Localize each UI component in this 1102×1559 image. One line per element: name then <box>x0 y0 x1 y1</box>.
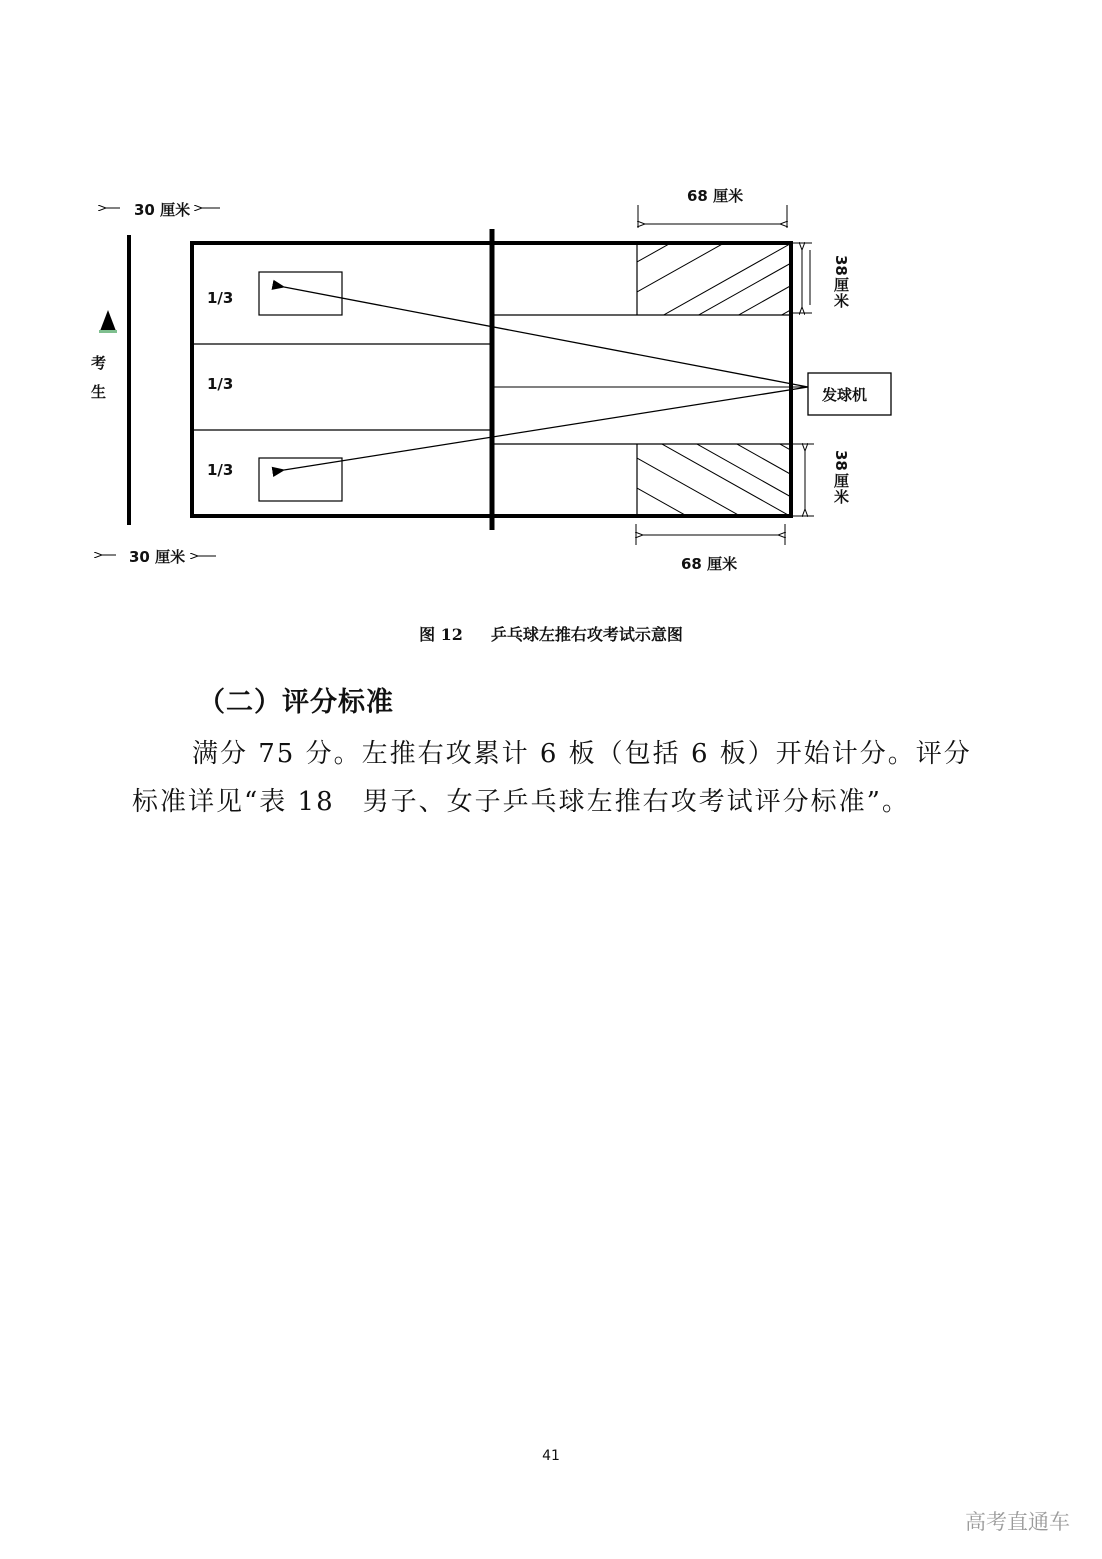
ball-path-right <box>284 387 808 470</box>
zone-width-bottom-text: 68 厘米 <box>681 555 738 573</box>
width-label-bottom-text: 30 厘米 <box>129 548 186 566</box>
zone-height-bottom-num: 38 <box>832 450 850 471</box>
zone-width-top-text: 68 厘米 <box>687 187 744 205</box>
zone-height-top-unit: 米 <box>834 292 850 310</box>
section-heading: （二）评分标准 <box>198 687 394 718</box>
figure-number: 图 12 <box>419 625 463 644</box>
zone-width-bottom <box>636 524 785 573</box>
third-label: 1/3 <box>207 461 234 479</box>
student-marker-icon <box>100 310 116 331</box>
student-label: 考 <box>91 354 107 372</box>
zone-height-top-unit: 厘 <box>834 276 850 294</box>
zone-height-top <box>792 243 850 313</box>
student-marker-base <box>99 330 117 333</box>
hatched-zone-bottom <box>637 430 915 578</box>
zone-height-bottom <box>792 444 850 516</box>
width-label-bottom <box>102 548 216 566</box>
zone-height-top-num: 38 <box>832 255 850 276</box>
figure-caption <box>0 622 1102 645</box>
page-number: 41 <box>542 1448 560 1464</box>
ball-machine-label: 发球机 <box>822 386 868 404</box>
target-box-bottom <box>259 458 342 501</box>
ball-path-left <box>284 287 808 387</box>
width-label-top-text: 30 厘米 <box>134 201 191 219</box>
student-label: 生 <box>91 383 107 401</box>
width-label-top <box>106 201 220 219</box>
table-tennis-diagram <box>0 0 1102 600</box>
hatched-zone-top <box>637 172 915 330</box>
watermark: 高考直通车 <box>965 1510 1070 1534</box>
third-label: 1/3 <box>207 375 234 393</box>
target-box-top <box>259 272 342 315</box>
body-paragraph: 满分 75 分。左推右攻累计 6 板（包括 6 板）开始计分。评分标准详见“表 18 男子、女子乒乓球左推右攻考试评分标准”。 <box>132 739 972 817</box>
zone-height-bottom-unit: 厘 <box>834 472 850 490</box>
figure-title: 乒乓球左推右攻考试示意图 <box>490 625 683 644</box>
zone-height-bottom-unit: 米 <box>834 488 850 506</box>
third-label: 1/3 <box>207 289 234 307</box>
zone-width-top <box>638 187 787 228</box>
